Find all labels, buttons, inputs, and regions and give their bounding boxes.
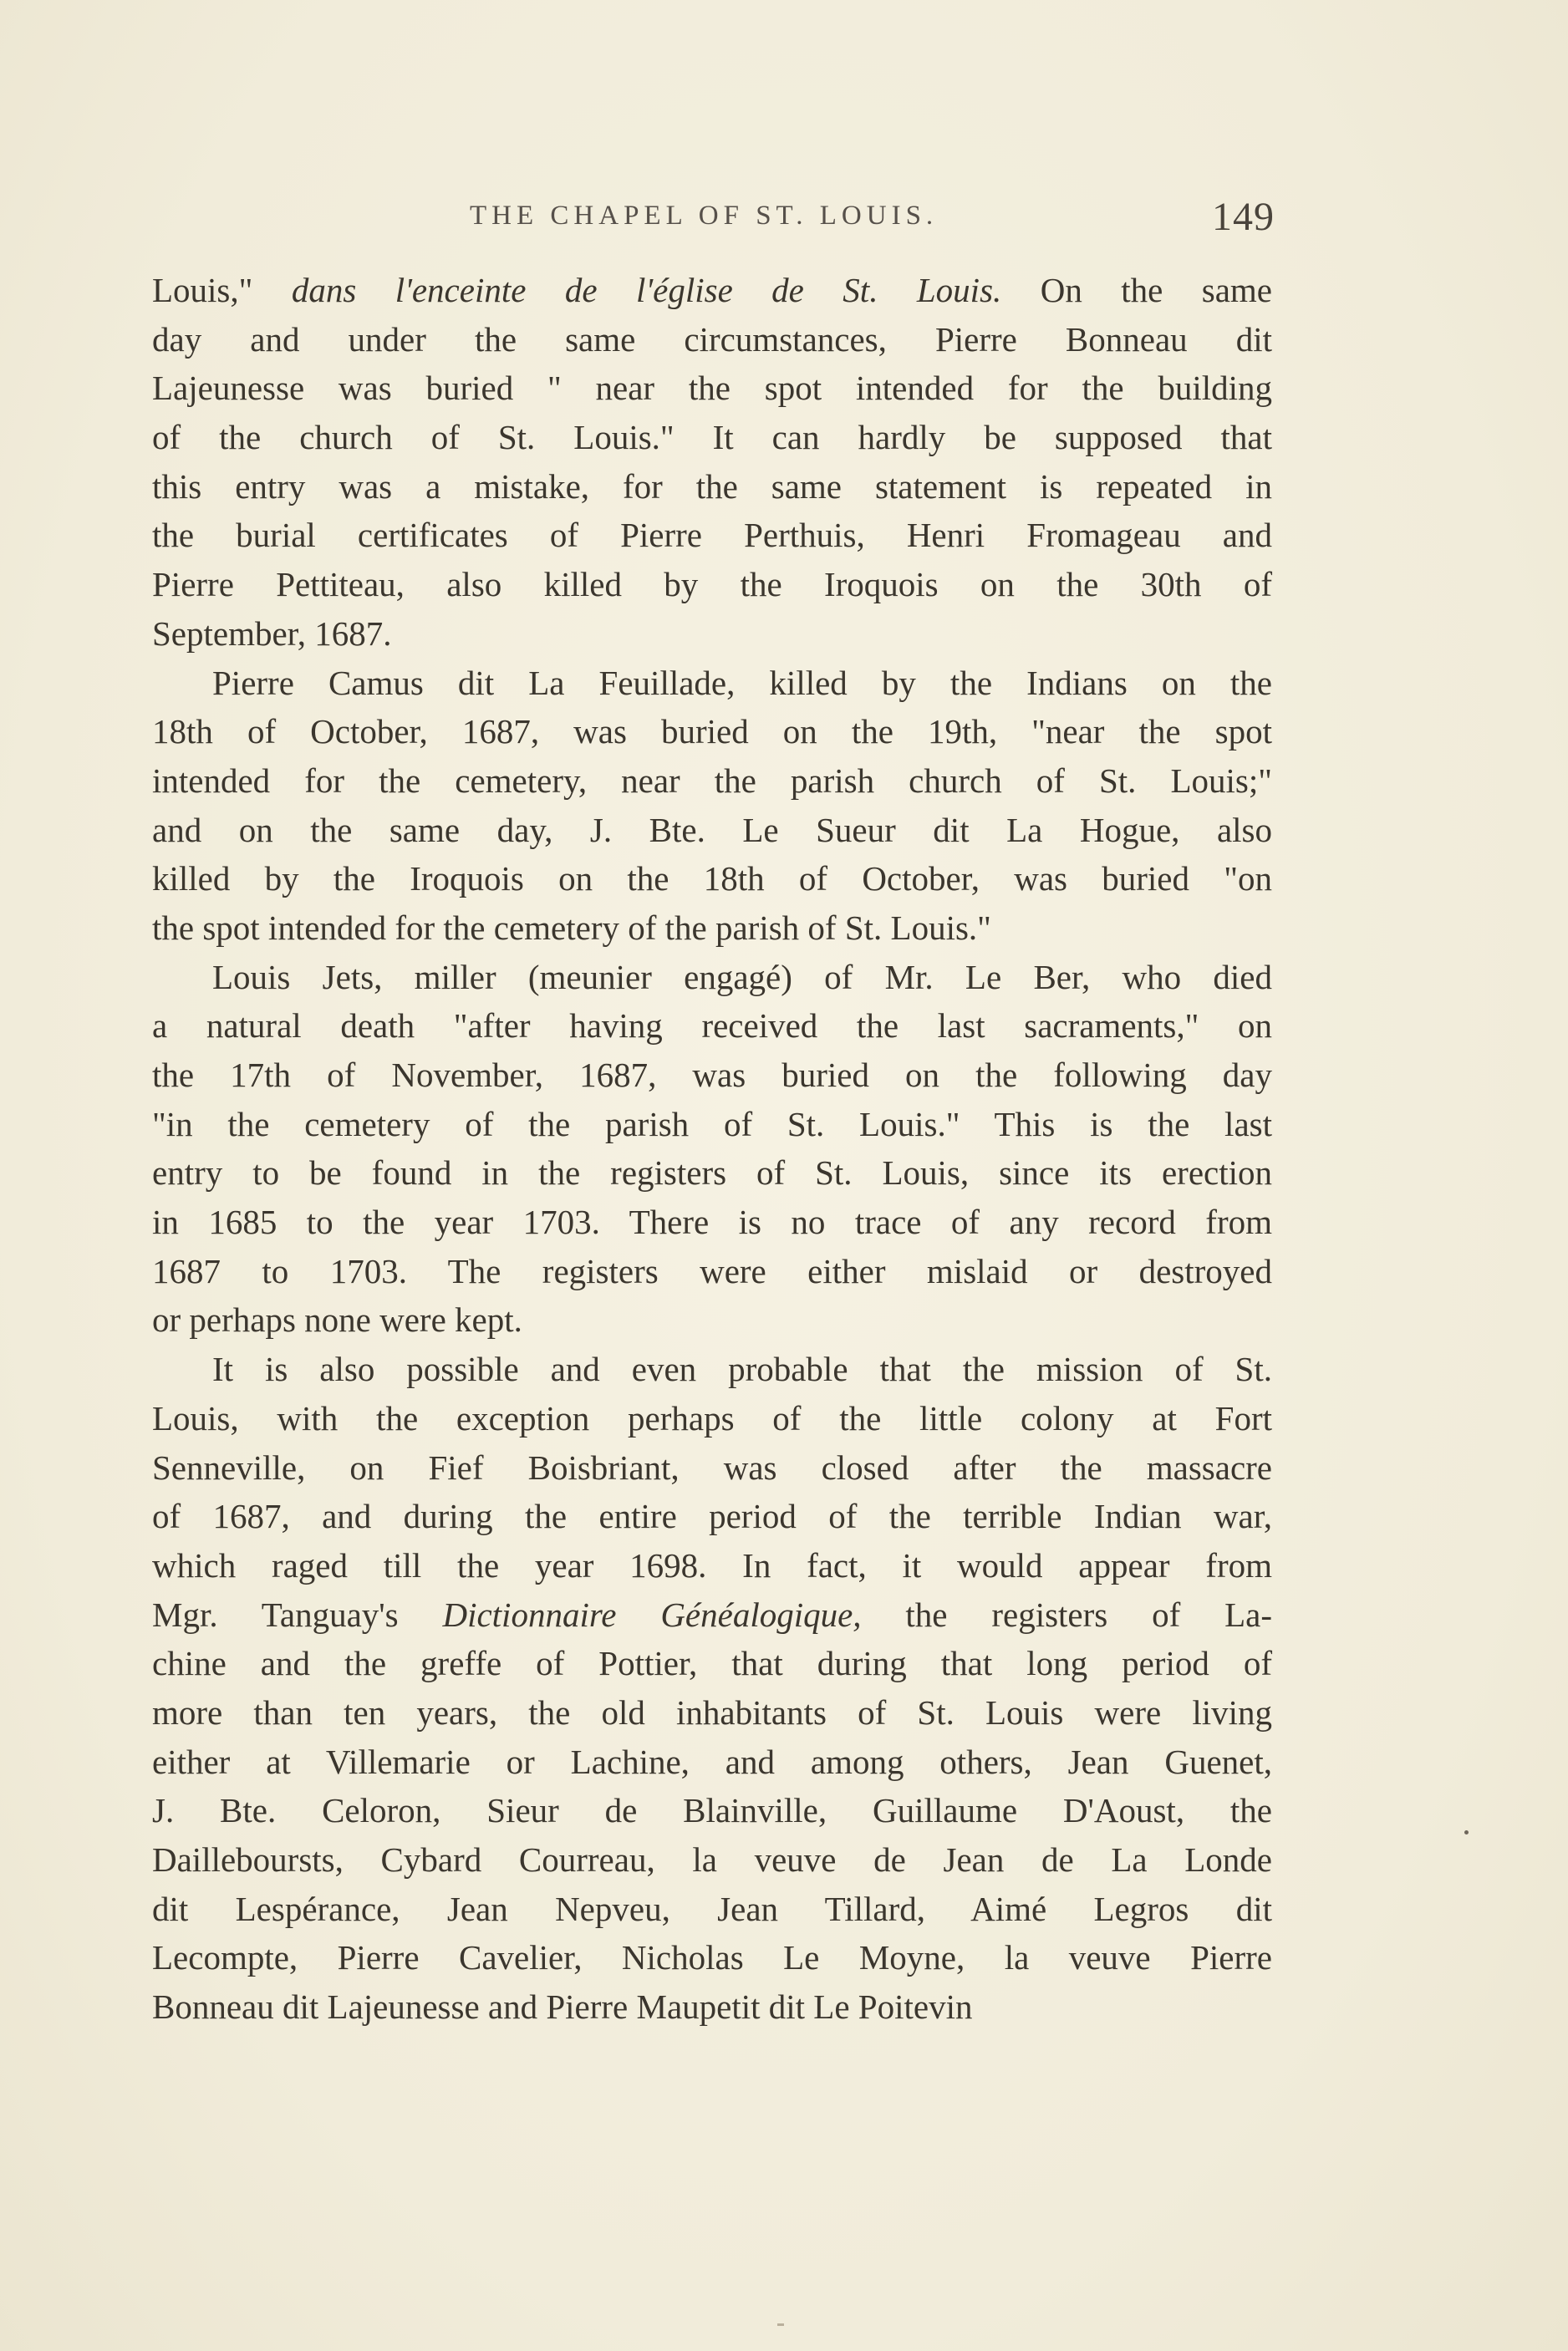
- text-line-5: this entry was a mistake, for the same statement is repeated in: [152, 466, 1272, 506]
- line-1-part-a: Louis,": [152, 271, 292, 309]
- text-line-8: September, 1687.: [152, 613, 392, 653]
- text-line-6: the burial certificates of Pierre Perthuis, Henri Fromageau and: [152, 516, 1272, 555]
- text-line-1: [152, 266, 1272, 315]
- text-line-12: and on the same day, J. Bte. Le Sueur dit La Hogue, also: [152, 810, 1272, 849]
- text-line-31: either at Villemarie or Lachine, and among others, Jean Guenet,: [152, 1742, 1272, 1781]
- text-line-23: It is also possible and even probable that the mission of St.: [212, 1350, 1272, 1389]
- text-line-7: Pierre Pettiteau, also killed by the Iroquois on the 30th of: [152, 565, 1272, 604]
- page-number: 149: [1212, 195, 1275, 239]
- text-line-26: of 1687, and during the entire period of the terrible Indian war,: [152, 1497, 1272, 1536]
- text-line-14: the spot intended for the cemetery of the parish of St. Louis.": [152, 908, 991, 947]
- text-line-22: or perhaps none were kept.: [152, 1300, 522, 1340]
- text-line-28: [152, 1590, 1272, 1640]
- text-line-4: of the church of St. Louis." It can hardly be supposed that: [152, 418, 1272, 457]
- text-line-30: more than ten years, the old inhabitants of St. Louis were living: [152, 1692, 1272, 1732]
- italic-phrase-eglise: dans l'enceinte de l'église de St. Louis.: [291, 271, 1002, 309]
- text-line-16: a natural death "after having received the last sacraments," on: [152, 1006, 1272, 1046]
- text-line-11: intended for the cemetery, near the parish church of St. Louis;": [152, 761, 1272, 800]
- text-line-9: Pierre Camus dit La Feuillade, killed by the Indians on the: [212, 663, 1272, 702]
- text-line-3: Lajeunesse was buried " near the spot intended for the building: [152, 369, 1272, 408]
- text-line-10: 18th of October, 1687, was buried on the 19th, "near the spot: [152, 712, 1272, 751]
- text-line-13: killed by the Iroquois on the 18th of October, was buried "on: [152, 859, 1272, 898]
- body-text: [152, 266, 1272, 2032]
- text-line-15: Louis Jets, miller (meunier engagé) of Mr. Le Ber, who died: [212, 957, 1272, 996]
- ink-speck-bottom: [777, 2323, 784, 2326]
- text-line-36: Bonneau dit Lajeunesse and Pierre Maupetit dit Le Poitevin: [152, 1987, 973, 2027]
- text-line-34: dit Lespérance, Jean Nepveu, Jean Tillard, Aimé Legros dit: [152, 1889, 1272, 1928]
- text-line-17: the 17th of November, 1687, was buried on the following day: [152, 1056, 1272, 1094]
- text-line-18: "in the cemetery of the parish of St. Louis." This is the last: [152, 1104, 1272, 1143]
- text-line-29: chine and the greffe of Pottier, that during that long period of: [152, 1644, 1272, 1683]
- text-line-20: in 1685 to the year 1703. There is no trace of any record from: [152, 1203, 1272, 1242]
- running-title: THE CHAPEL OF ST. LOUIS.: [470, 201, 939, 231]
- text-line-35: Lecompte, Pierre Cavelier, Nicholas Le Moyne, la veuve Pierre: [152, 1938, 1272, 1977]
- text-line-33: Dailleboursts, Cybard Courreau, la veuve de Jean de La Londe: [152, 1840, 1272, 1879]
- italic-title-dictionnaire: Dictionnaire Généalogique,: [442, 1595, 862, 1634]
- text-line-27: which raged till the year 1698. In fact, it would appear from: [152, 1545, 1272, 1585]
- text-line-2: day and under the same circumstances, Pierre Bonneau dit: [152, 319, 1272, 359]
- line-28-part-a: Mgr. Tanguay's: [152, 1595, 443, 1634]
- text-line-24: Louis, with the exception perhaps of the little colony at Fort: [152, 1398, 1272, 1438]
- running-head: [0, 194, 1568, 244]
- text-line-19: entry to be found in the registers of St. Louis, since its erection: [152, 1153, 1272, 1193]
- line-28-part-c: the registers of La-: [861, 1595, 1272, 1634]
- text-line-21: 1687 to 1703. The registers were either mislaid or destroyed: [152, 1251, 1272, 1290]
- ink-speck: [1464, 1830, 1469, 1834]
- line-1-part-c: On the same: [1001, 271, 1272, 309]
- text-line-25: Senneville, on Fief Boisbriant, was closed after the massacre: [152, 1448, 1272, 1487]
- text-line-32: J. Bte. Celoron, Sieur de Blainville, Guillaume D'Aoust, the: [152, 1791, 1272, 1830]
